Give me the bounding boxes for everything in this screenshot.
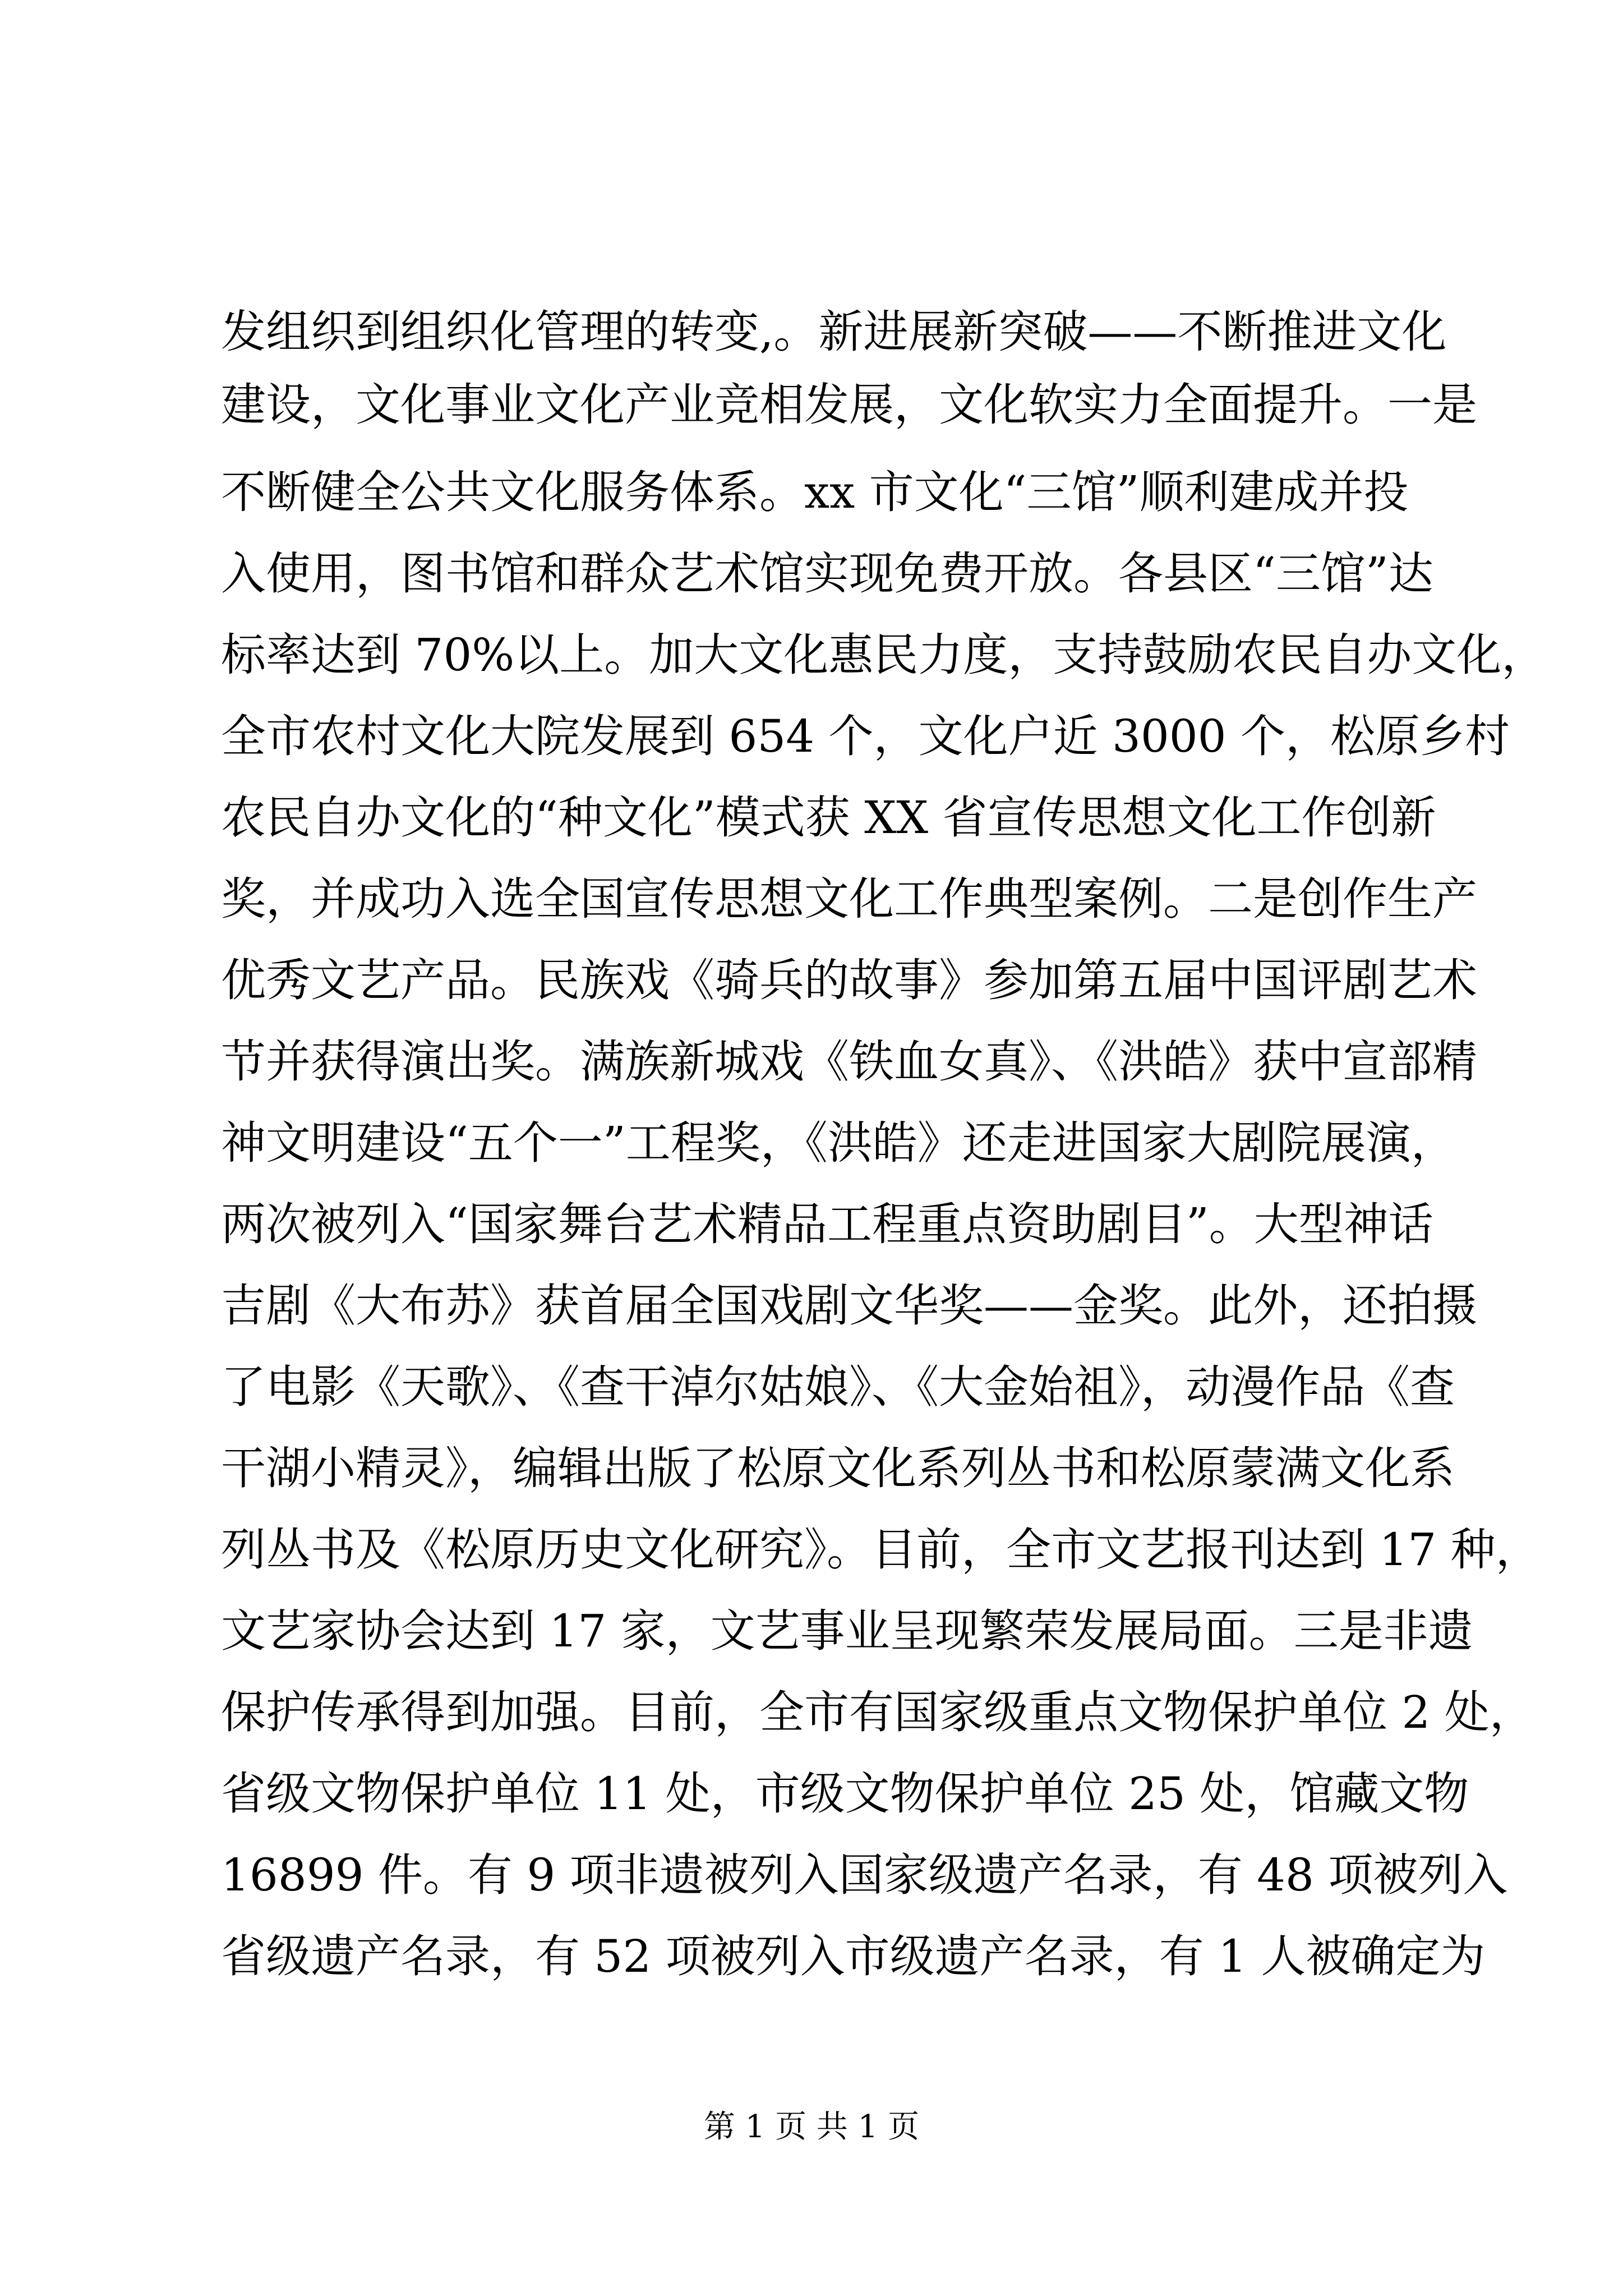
text-line: 吉剧《大布苏》获首届全国戏剧文华奖——金奖。此外，还拍摄 [221,1280,1477,1332]
text-line: 了电影《天歌》、《查干淖尔姑娘》、《大金始祖》，动漫作品《查 [221,1361,1455,1413]
text-line: 农民自办文化的“种文化”模式获 XX 省宣传思想文化工作创新 [221,792,1436,844]
text-line: 省级文物保护单位 11 处，市级文物保护单位 25 处，馆藏文物 [221,1768,1469,1820]
text-line: 两次被列入“国家舞台艺术精品工程重点资助剧目”。大型神话 [221,1198,1433,1250]
text-line: 建设，文化事业文化产业竞相发展，文化软实力全面提升。一是 [221,379,1477,431]
text-line: 入使用，图书馆和群众艺术馆实现免费开放。各县区“三馆”达 [221,547,1433,600]
text-line: 省级遗产名录，有 52 项被列入市级遗产名录，有 1 人被确定为 [221,1930,1486,1982]
text-line: 文艺家协会达到 17 家，文艺事业呈现繁荣发展局面。三是非遗 [221,1605,1473,1657]
text-line: 全市农村文化大院发展到 654 个，文化户近 3000 个，松原乡村 [221,710,1510,762]
text-line: 标率达到 70%以上。加大文化惠民力度，支持鼓励农民自办文化， [221,629,1547,681]
text-line: 16899 件。有 9 项非遗被列入国家级遗产名录，有 48 项被列入 [221,1849,1508,1901]
text-line: 保护传承得到加强。目前，全市有国家级重点文物保护单位 2 处， [221,1686,1534,1738]
text-line: 节并获得演出奖。满族新城戏《铁血女真》、《洪皓》获中宣部精 [221,1036,1477,1088]
text-line: 发组织到组织化管理的转变,。新进展新突破——不断推进文化 [221,306,1447,358]
text-line: 干湖小精灵》，编辑出版了松原文化系列丛书和松原蒙满文化系 [221,1442,1455,1494]
text-line: 列丛书及《松原历史文化研究》。目前，全市文艺报刊达到 17 种， [221,1524,1541,1576]
page-number-footer: 第 1 页 共 1 页 [703,2109,920,2145]
text-line: 神文明建设“五个一”工程奖，《洪皓》还走进国家大剧院展演， [221,1117,1456,1169]
text-line: 奖，并成功入选全国宣传思想文化工作典型案例。二是创作生产 [221,873,1477,925]
text-line: 不断健全公共文化服务体系。xx 市文化“三馆”顺利建成并投 [221,466,1409,518]
text-line: 优秀文艺产品。民族戏《骑兵的故事》参加第五届中国评剧艺术 [221,954,1477,1006]
